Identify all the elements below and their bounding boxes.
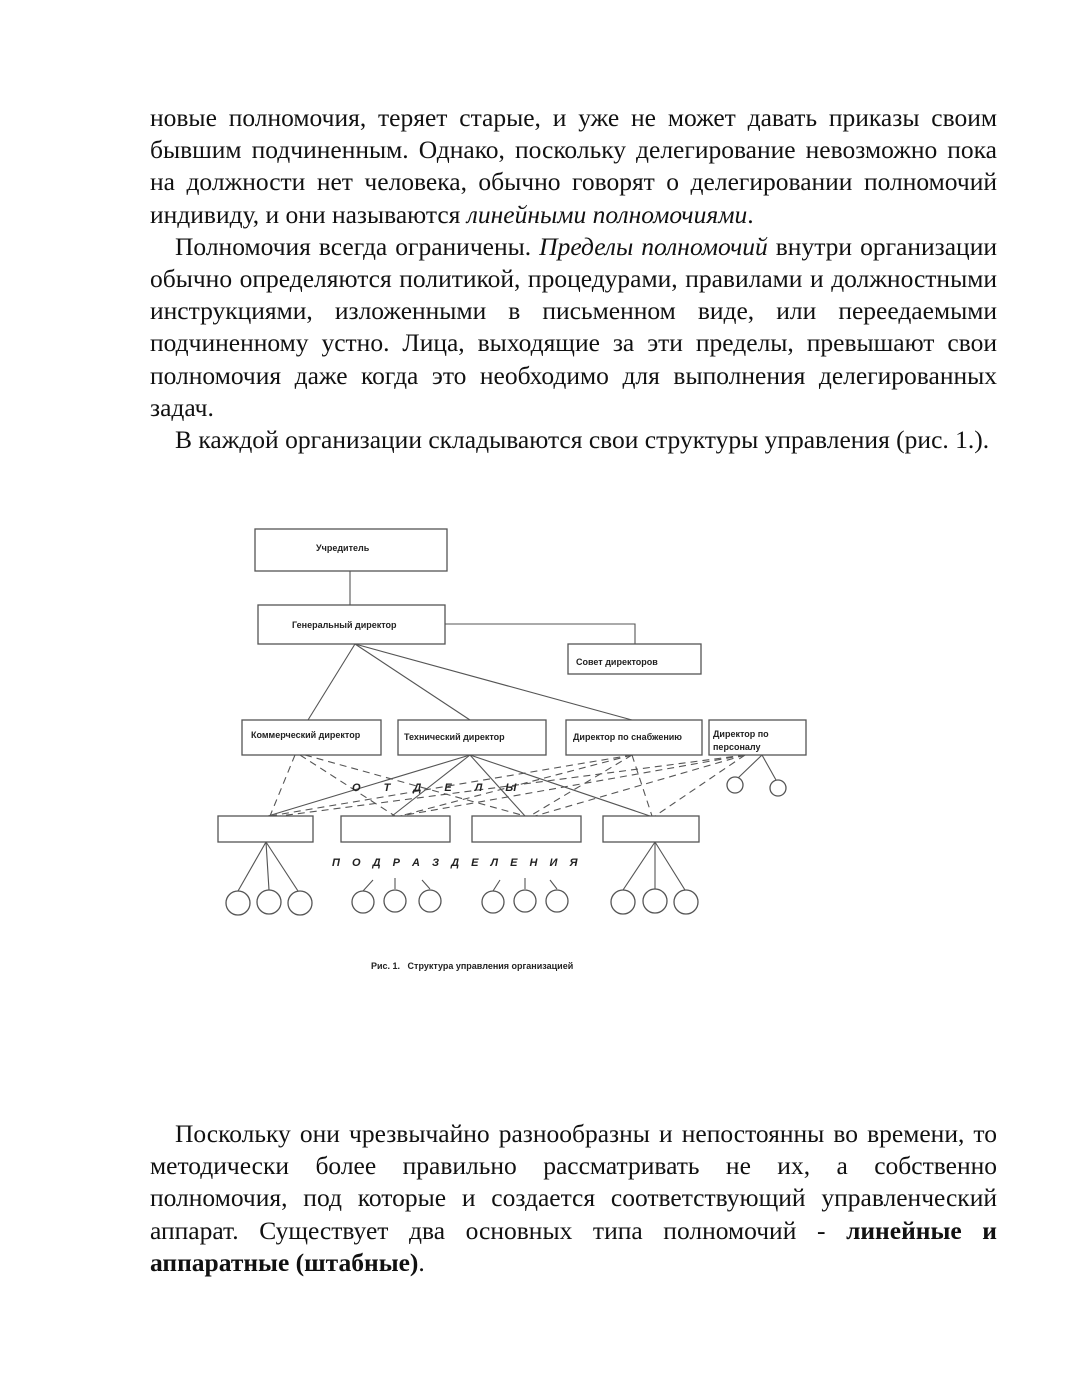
- subdivision-circle: [482, 891, 504, 913]
- top-text-block: [150, 102, 997, 456]
- connector: [266, 842, 269, 890]
- bottom-text-block: [150, 1118, 997, 1279]
- paragraph-text: .: [418, 1247, 425, 1277]
- connector: [550, 880, 557, 889]
- founder-label: Учредитель: [316, 543, 370, 553]
- dashed-connector: [632, 755, 652, 816]
- board-label: Совет директоров: [576, 657, 658, 667]
- italic-term: линейными полномочиями: [466, 199, 748, 229]
- connector: [738, 755, 762, 778]
- paragraph: [150, 231, 997, 424]
- subdivision-circle: [226, 891, 250, 915]
- org-structure-figure: [200, 520, 840, 990]
- paragraph-text: Полномочия всегда ограничены.: [175, 231, 540, 261]
- subdivision-circle: [352, 891, 374, 913]
- connector: [655, 842, 685, 890]
- departments-label: О Т Д Е Л Ы: [352, 782, 519, 794]
- dashed-connector: [270, 755, 295, 816]
- subdivision-circle: [257, 890, 281, 914]
- paragraph: [150, 1118, 997, 1279]
- connector: [238, 842, 266, 891]
- connector: [266, 842, 298, 891]
- technical-director-label: Технический директор: [404, 732, 505, 742]
- subdivision-circle: [611, 890, 635, 914]
- hr-director-label: Директор по: [713, 729, 769, 739]
- connector: [493, 880, 500, 891]
- paragraph-text: Поскольку они чрезвычайно разнообразны и непостоянны во времени, то методически более правильно рассматривать не их, а собственно полномочия, под которые и создается соответствующий управленческий аппарат. Существует два основных типа полномочий -: [150, 1119, 997, 1245]
- hr-director-label: персоналу: [713, 742, 761, 752]
- department-box: [603, 816, 699, 842]
- connector: [363, 880, 373, 891]
- connector: [308, 644, 355, 720]
- paragraph-text: новые полномочия, теряет старые, и уже не может давать приказы своим бывшим подчиненным. Однако, поскольку делегирование невозможно пока на должности нет человека, обычно говорят о делегировании полномочий индивиду, и они называются: [150, 103, 997, 229]
- paragraph: [150, 102, 997, 231]
- department-box: [472, 816, 581, 842]
- subdivision-circle: [674, 890, 698, 914]
- subdivision-circle: [727, 777, 743, 793]
- figure-caption: Рис. 1. Структура управления организацией: [371, 961, 574, 971]
- connector: [762, 755, 776, 780]
- dashed-connector: [535, 755, 745, 816]
- supply-director-label: Директор по снабжению: [573, 732, 682, 742]
- subdivision-circle: [384, 890, 406, 912]
- connector: [445, 624, 635, 644]
- connector: [623, 842, 655, 890]
- connector: [355, 644, 470, 720]
- subdivision-circle: [643, 889, 667, 913]
- paragraph-text: В каждой организации складываются свои структуры управления (рис. 1.).: [175, 425, 990, 455]
- department-box: [341, 816, 450, 842]
- department-box: [218, 816, 313, 842]
- subdivision-circle: [546, 890, 568, 912]
- subdivision-circle: [419, 890, 441, 912]
- subdivision-circle: [514, 890, 536, 912]
- subdivisions-label: П О Д Р А З Д Е Л Е Н И Я: [332, 857, 579, 869]
- paragraph-text: .: [747, 199, 754, 229]
- subdivision-circle: [770, 780, 786, 796]
- connector: [422, 880, 430, 889]
- bold-term: линейные и аппаратные (штабные): [150, 1215, 997, 1277]
- ceo-label: Генеральный директор: [292, 620, 397, 630]
- paragraph: [150, 424, 997, 456]
- italic-term: Пределы полномочий: [539, 231, 768, 261]
- commercial-director-label: Коммерческий директор: [251, 730, 361, 740]
- subdivision-circle: [288, 891, 312, 915]
- paragraph-text: внутри организации обычно определяются политикой, процедурами, правилами и должностными инструкциями, изложенными в письменном виде, или переедаемыми подчиненному устно. Лица, выходящие за эти пределы, превышают свои полномочия даже когда это необходимо для выполнения делегированных задач.: [150, 231, 997, 422]
